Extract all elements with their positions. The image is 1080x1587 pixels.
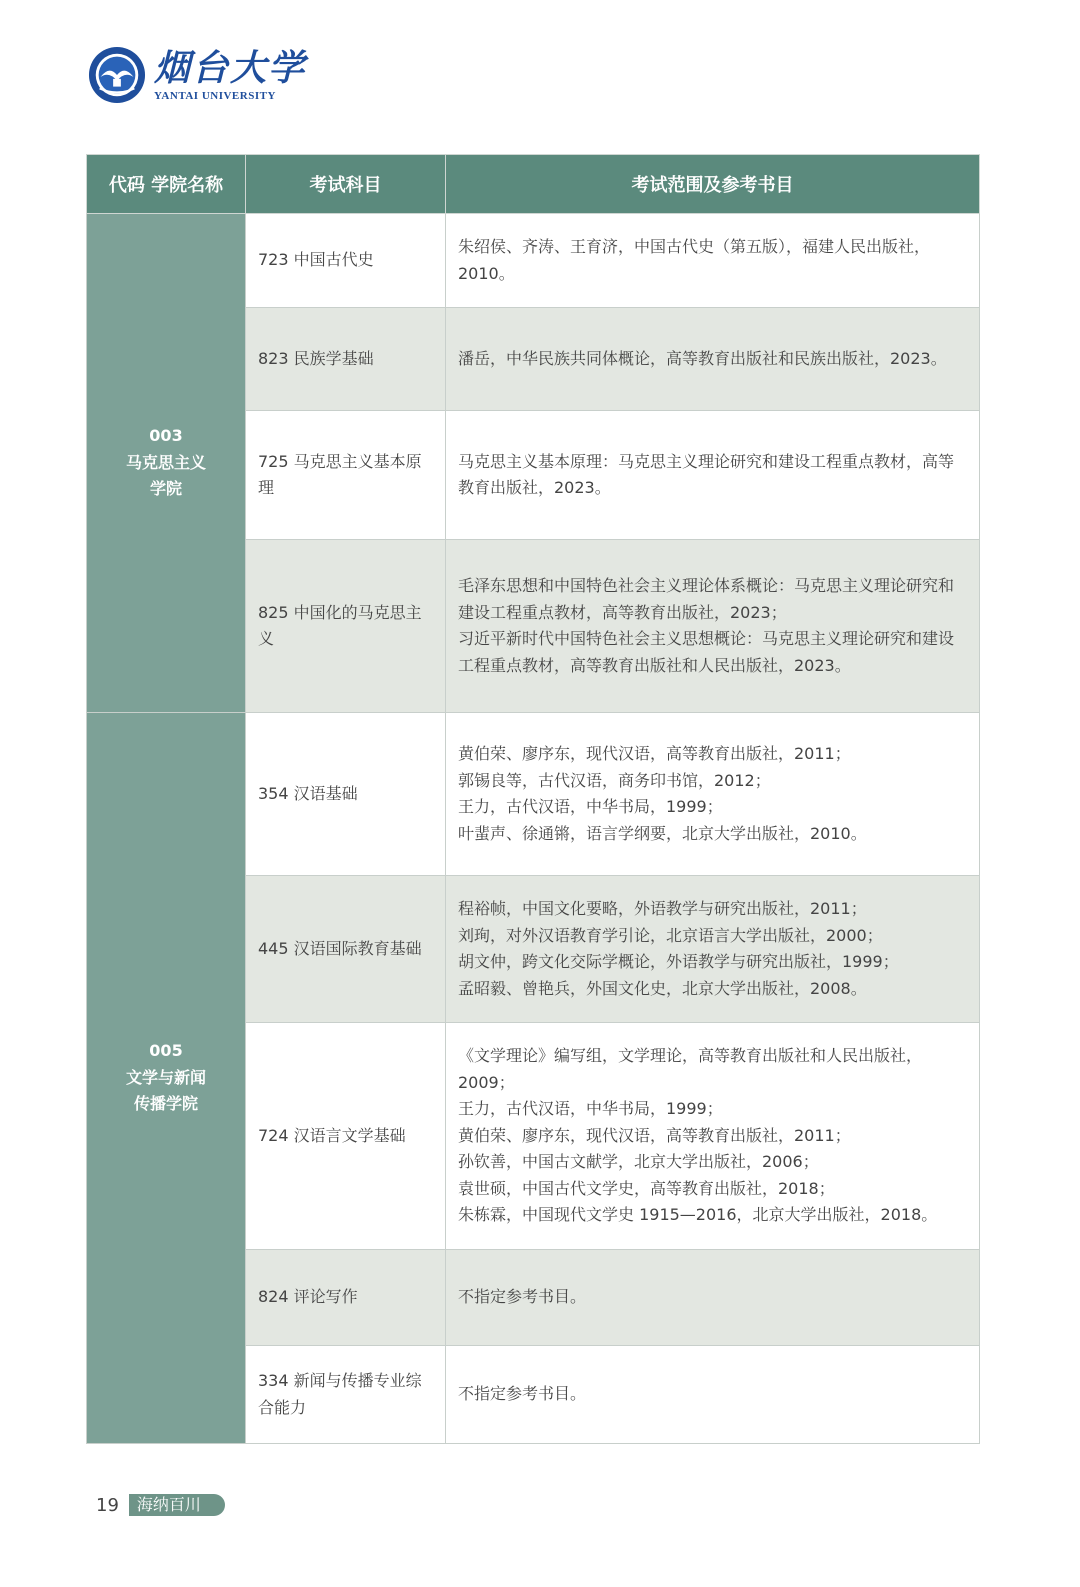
college-code: 005 [149,1041,183,1061]
reference-line: 毛泽东思想和中国特色社会主义理论体系概论：马克思主义理论研究和建设工程重点教材，高等教育出版社，2023； [458,576,955,622]
header-college: 代码 学院名称 [87,155,246,214]
reference-line: 习近平新时代中国特色社会主义思想概论：马克思主义理论研究和建设工程重点教材，高等教育出版社和人民出版社，2023。 [458,629,955,675]
table-row [87,713,980,876]
university-seal-icon [88,46,146,104]
reference-cell [446,876,980,1023]
subject-cell: 825 中国化的马克思主义 [246,540,446,713]
reference-line: 胡文仲，跨文化交际学概论，外语教学与研究出版社，1999； [458,952,899,971]
reference-cell [446,214,980,308]
reference-cell [446,1023,980,1250]
table-row [87,214,980,308]
college-name-line: 学院 [149,479,182,499]
logo-title-en: YANTAI UNIVERSITY [154,90,276,102]
subject-cell: 824 评论写作 [246,1250,446,1346]
reference-line: 黄伯荣、廖序东，现代汉语，高等教育出版社，2011； [458,744,851,763]
reference-line: 孙钦善，中国古文献学，北京大学出版社，2006； [458,1152,819,1172]
reference-line: 孟昭毅、曾艳兵，外国文化史，北京大学出版社，2008。 [458,978,867,998]
reference-line: 王力，古代汉语，中华书局，1999； [458,1099,723,1119]
college-name-line: 文学与新闻 [125,1067,206,1087]
reference-line: 不指定参考书目。 [458,1384,587,1404]
subject-cell: 334 新闻与传播专业综合能力 [246,1346,446,1444]
page-footer [96,1492,225,1518]
subject-cell: 354 汉语基础 [246,713,446,876]
reference-cell [446,1346,980,1444]
reference-line: 不指定参考书目。 [458,1287,587,1307]
reference-line: 刘珣，对外汉语教育学引论，北京语言大学出版社，2000； [458,925,883,945]
college-name-line: 传播学院 [133,1094,198,1114]
table-header-row [87,155,980,214]
reference-line: 程裕帧，中国文化要略，外语教学与研究出版社，2011； [458,899,867,918]
college-cell [87,214,246,713]
exam-table [86,154,980,1444]
college-name-line: 马克思主义 [125,452,206,472]
reference-line: 朱绍侯、齐涛、王育济，中国古代史（第五版），福建人民出版社，2010。 [458,237,931,283]
university-logo [88,44,306,106]
subject-cell: 823 民族学基础 [246,308,446,411]
reference-cell [446,411,980,540]
header-refs: 考试范围及参考书目 [446,155,980,214]
reference-line: 潘岳，中华民族共同体概论，高等教育出版社和民族出版社，2023。 [458,348,947,368]
reference-line: 黄伯荣、廖序东，现代汉语，高等教育出版社，2011； [458,1125,851,1145]
college-cell [87,713,246,1444]
reference-line: 郭锡良等，古代汉语，商务印书馆，2012； [458,770,771,790]
reference-line: 《文学理论》编写组，文学理论，高等教育出版社和人民出版社，2009； [458,1046,923,1092]
reference-line: 王力，古代汉语，中华书局，1999； [458,797,723,816]
reference-cell [446,308,980,411]
page-number: 19 [96,1494,119,1516]
logo-title-cn: 烟台大学 [154,47,307,89]
subject-cell: 723 中国古代史 [246,214,446,308]
reference-cell [446,540,980,713]
subject-cell: 725 马克思主义基本原理 [246,411,446,540]
reference-line: 叶蜚声、徐通锵，语言学纲要，北京大学出版社，2010。 [458,823,867,843]
section-badge: 海纳百川 [129,1494,225,1516]
reference-cell [446,1250,980,1346]
reference-line: 马克思主义基本原理：马克思主义理论研究和建设工程重点教材，高等教育出版社，2023。 [458,451,955,497]
reference-cell [446,713,980,876]
reference-line: 朱栋霖，中国现代文学史 1915—2016，北京大学出版社，2018。 [458,1205,938,1225]
subject-cell: 724 汉语言文学基础 [246,1023,446,1250]
college-code: 003 [149,426,183,446]
subject-cell: 445 汉语国际教育基础 [246,876,446,1023]
header-subject: 考试科目 [246,155,446,214]
reference-line: 袁世硕，中国古代文学史，高等教育出版社，2018； [458,1178,835,1198]
